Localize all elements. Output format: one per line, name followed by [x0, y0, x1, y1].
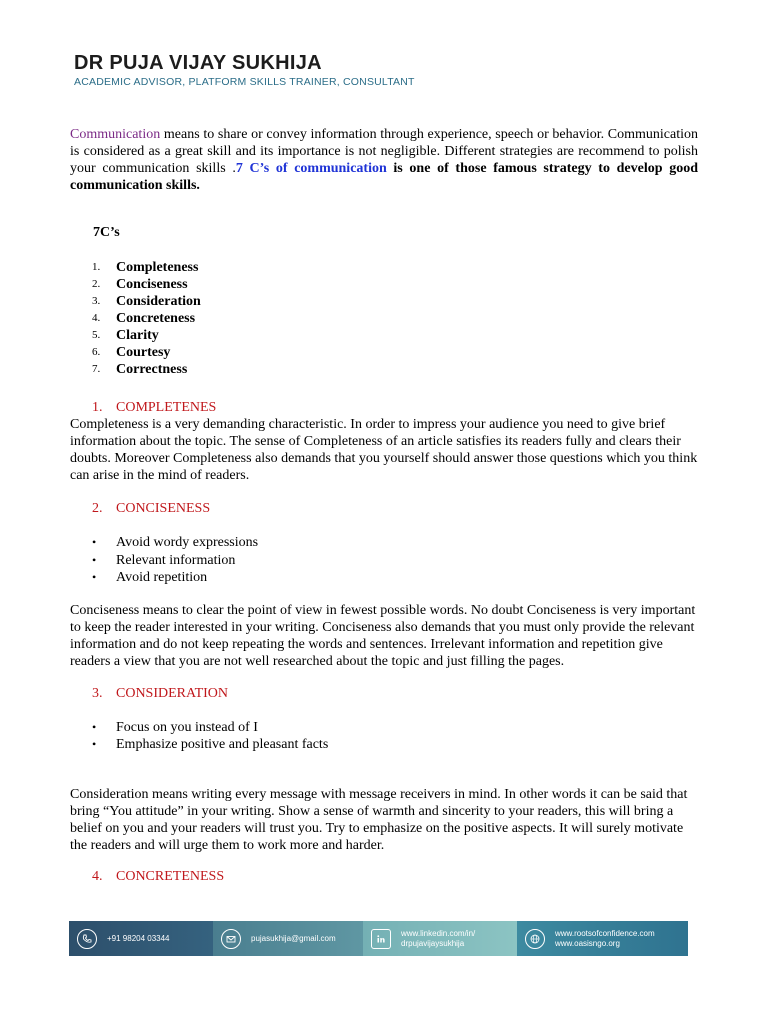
phone-text[interactable]: +91 98204 03344 [107, 934, 170, 943]
letterhead [74, 53, 415, 88]
footer-email [213, 921, 363, 956]
conciseness-bullets [70, 534, 698, 587]
list-item: 1. Completeness [92, 260, 199, 275]
author-name: DR PUJA VIJAY SUKHIJA [74, 52, 322, 74]
list-item: 5. Clarity [92, 328, 159, 343]
list-item: 7. Correctness [92, 362, 188, 377]
cs-list [70, 259, 698, 378]
footer-phone [69, 921, 213, 956]
section-heading-completeness: 1. COMPLETENES [92, 400, 217, 415]
intro-text-2: is one of those famous strategy to develop good communication skills. [70, 161, 698, 193]
websites-text[interactable]: www.rootsofconfidence.com www.oasisngo.org [555, 928, 655, 948]
completeness-paragraph: Completeness is a very demanding characteristic. In order to impress your audience you need to give brief information about the topic. The sense of Completeness of an article satisfies its readers fully and clears their doubts. Moreover Completeness also demands that you yourself should answer those questions which you think can arise in the mind of readers. [70, 417, 698, 483]
list-item: 6. Courtesy [92, 345, 171, 360]
list-item: • Avoid repetition [92, 570, 208, 585]
footer-linkedin [363, 921, 517, 956]
intro-keyword: Communication [70, 127, 161, 142]
linkedin-icon [371, 929, 391, 949]
list-item: • Relevant information [92, 552, 236, 568]
phone-icon [77, 929, 97, 949]
cs-heading: 7C’s [93, 225, 120, 240]
list-item: 2. Conciseness [92, 277, 188, 292]
consideration-paragraph: Consideration means writing every message with message receivers in mind. In other words it can be said that bring “You attitude” in your writing. Show a sense of warmth and sincerity to your readers, this will bring a belief on you and your readers will trust you. Try to emphasize on the positive aspects. It will surely motivate the readers and will urge them to work more and harder. [70, 786, 688, 853]
footer-websites [517, 921, 688, 956]
globe-icon [525, 929, 545, 949]
list-item: 4. Concreteness [92, 311, 196, 326]
consideration-bullets [70, 719, 698, 754]
linkedin-text[interactable]: www.linkedin.com/in/ drpujavijaysukhija [401, 928, 476, 948]
intro-paragraph [70, 126, 698, 194]
conciseness-paragraph: Conciseness means to clear the point of view in fewest possible words. No doubt Conciseness is very important to keep the reader interested in your writing. Conciseness also demands that you must only provide the relevant information and do not keep repeating the words and sentences. Irrelevant information and repetition give readers a view that you are not well researched about the topic and just filling the pages. [70, 602, 696, 669]
section-heading-concreteness: 4. CONCRETENESS [92, 868, 225, 884]
document-body [70, 126, 698, 885]
intro-text-1: means to share or convey information through experience, speech or behavior. Communication is considered as a great skill and its importance is not negligible. Different strategies are recommend to polish your communication skills . [70, 127, 698, 176]
intro-highlight: 7 C’s of communication [235, 161, 387, 176]
email-icon [221, 929, 241, 949]
list-item: 3. Consideration [92, 294, 201, 309]
contact-footer [69, 921, 688, 956]
email-text[interactable]: pujasukhija@gmail.com [251, 934, 336, 943]
section-heading-consideration: 3. CONSIDERATION [92, 685, 228, 701]
author-subtitle: ACADEMIC ADVISOR, PLATFORM SKILLS TRAINER, CONSULTANT [74, 76, 415, 88]
list-item: • Focus on you instead of I [92, 719, 258, 735]
list-item: • Emphasize positive and pleasant facts [92, 737, 329, 752]
list-item: • Avoid wordy expressions [92, 535, 259, 550]
section-heading-conciseness: 2. CONCISENESS [92, 501, 211, 516]
